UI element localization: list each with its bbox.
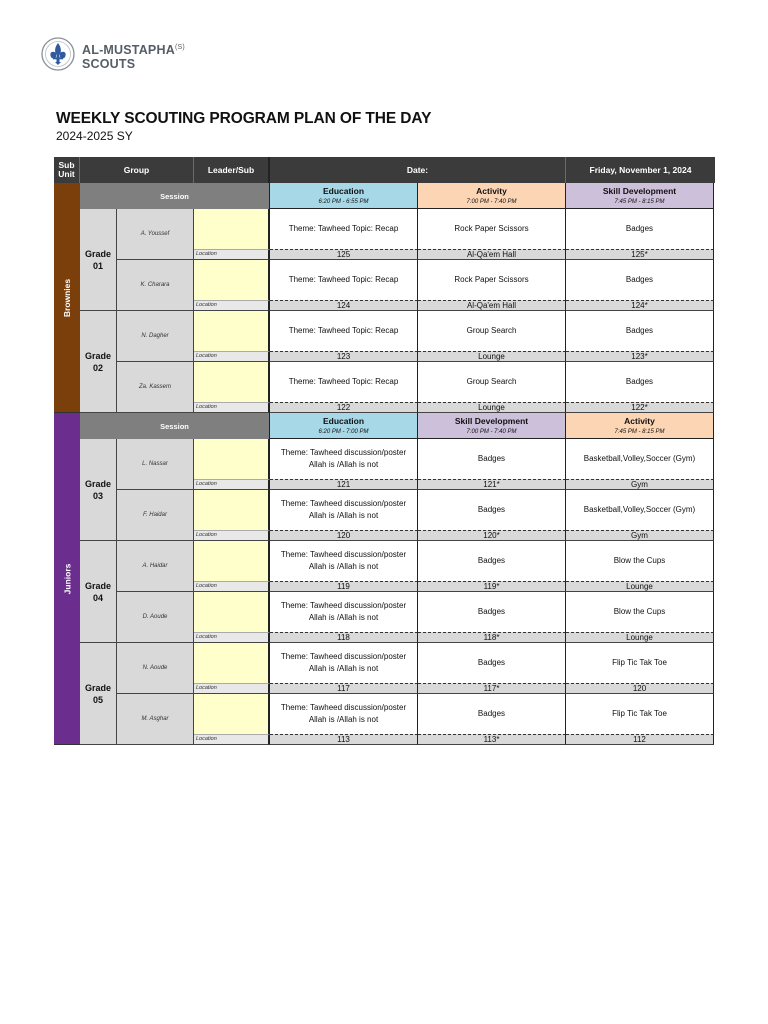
location-cell: 117* — [418, 683, 566, 694]
program-cell: Theme: Tawheed Topic: Recap — [270, 362, 418, 402]
program-cell: Badges — [566, 362, 714, 402]
session-name: Activity — [476, 186, 507, 196]
header-date-value: Friday, November 1, 2024 — [589, 164, 692, 175]
header-group: Group — [80, 157, 194, 183]
leader-name: L. Nassar — [117, 439, 194, 490]
program-cell: Group Search — [418, 311, 566, 351]
scout-fleur-de-lis-icon — [40, 36, 76, 72]
substitute-field[interactable] — [194, 260, 270, 300]
program-cell: Rock Paper Scissors — [418, 209, 566, 249]
program-cell: Badges — [418, 490, 566, 530]
location-cell: 125 — [270, 249, 418, 260]
logo-name-line1: AL-MUSTAPHA — [82, 43, 175, 57]
sub-unit-label: Brownies — [62, 278, 73, 317]
logo-name-superscript: (S) — [174, 44, 185, 51]
session-name: Skill Development — [454, 416, 529, 426]
program-cell: Badges — [566, 209, 714, 249]
location-cell: 118 — [270, 632, 418, 643]
program-cell: Theme: Tawheed discussion/poster Allah is /Allah is not — [270, 643, 418, 683]
program-cell: Badges — [566, 311, 714, 351]
organization-logo — [40, 36, 200, 76]
grade-label-box — [80, 643, 117, 745]
location-label: Location — [194, 683, 270, 694]
session-row — [80, 413, 715, 439]
location-cell: 119 — [270, 581, 418, 592]
substitute-field[interactable] — [194, 439, 270, 479]
location-cell: 125* — [566, 249, 714, 260]
substitute-field[interactable] — [194, 592, 270, 632]
location-label: Location — [194, 249, 270, 260]
program-cell: Blow the Cups — [566, 541, 714, 581]
location-cell: 120 — [566, 683, 714, 694]
program-cell: Badges — [418, 439, 566, 479]
grade-label: Grade 01 — [84, 248, 111, 271]
substitute-field[interactable] — [194, 643, 270, 683]
location-label: Location — [194, 351, 270, 362]
program-cell: Theme: Tawheed discussion/poster Allah is /Allah is not — [270, 694, 418, 734]
location-label: Location — [194, 581, 270, 592]
session-name: Education — [322, 416, 365, 426]
program-cell: Theme: Tawheed discussion/poster Allah is /Allah is not — [270, 490, 418, 530]
program-cell: Badges — [418, 592, 566, 632]
table-header-row — [54, 157, 715, 183]
session-time: 7:00 PM - 7:40 PM — [466, 429, 517, 435]
session-label: Session — [80, 413, 270, 439]
session-row — [80, 183, 715, 209]
program-cell: Badges — [418, 541, 566, 581]
program-cell: Theme: Tawheed Topic: Recap — [270, 260, 418, 300]
location-cell: Al-Qa'em Hall — [418, 300, 566, 311]
location-cell: Gym — [566, 530, 714, 541]
location-cell: Al-Qa'em Hall — [418, 249, 566, 260]
location-cell: 113 — [270, 734, 418, 745]
page-subtitle: 2024-2025 SY — [56, 129, 133, 143]
grade-label-box — [80, 209, 117, 311]
program-cell: Theme: Tawheed Topic: Recap — [270, 311, 418, 351]
grade-label-box — [80, 311, 117, 413]
program-cell: Theme: Tawheed discussion/poster Allah is /Allah is not — [270, 439, 418, 479]
location-cell: 122* — [566, 402, 714, 413]
sub-unit-brownies — [54, 183, 80, 413]
header-date-label: Date: — [270, 157, 566, 183]
grade-label: Grade 05 — [84, 682, 111, 705]
location-label: Location — [194, 734, 270, 745]
substitute-field[interactable] — [194, 311, 270, 351]
location-cell: Lounge — [566, 632, 714, 643]
location-cell: 112 — [566, 734, 714, 745]
substitute-field[interactable] — [194, 490, 270, 530]
program-cell: Blow the Cups — [566, 592, 714, 632]
substitute-field[interactable] — [194, 694, 270, 734]
page-title: WEEKLY SCOUTING PROGRAM PLAN OF THE DAY — [56, 110, 432, 127]
session-skill-development — [418, 413, 566, 439]
leader-name: Za. Kassem — [117, 362, 194, 413]
session-time: 7:00 PM - 7:40 PM — [466, 199, 517, 205]
program-cell: Theme: Tawheed discussion/poster Allah is /Allah is not — [270, 592, 418, 632]
substitute-field[interactable] — [194, 209, 270, 249]
program-cell: Basketball,Volley,Soccer (Gym) — [566, 439, 714, 479]
location-label: Location — [194, 479, 270, 490]
location-cell: Lounge — [566, 581, 714, 592]
location-label: Location — [194, 402, 270, 413]
location-cell: 117 — [270, 683, 418, 694]
logo-name-line2: SCOUTS — [82, 57, 136, 71]
session-name: Activity — [624, 416, 655, 426]
location-cell: 118* — [418, 632, 566, 643]
program-cell: Basketball,Volley,Soccer (Gym) — [566, 490, 714, 530]
session-label: Session — [80, 183, 270, 209]
leader-name: A. Haidar — [117, 541, 194, 592]
leader-name: M. Asghar — [117, 694, 194, 745]
location-cell: 120 — [270, 530, 418, 541]
location-cell: 113* — [418, 734, 566, 745]
grade-label-box — [80, 541, 117, 643]
session-time: 7:45 PM - 8:15 PM — [614, 429, 665, 435]
session-activity — [418, 183, 566, 209]
location-label: Location — [194, 530, 270, 541]
location-cell: 124 — [270, 300, 418, 311]
location-cell: 123 — [270, 351, 418, 362]
session-time: 7:45 PM - 8:15 PM — [614, 199, 665, 205]
header-leader-sub: Leader/Sub — [194, 157, 270, 183]
leader-name: F. Haidar — [117, 490, 194, 541]
program-cell: Badges — [566, 260, 714, 300]
session-education — [270, 413, 418, 439]
program-cell: Theme: Tawheed discussion/poster Allah is /Allah is not — [270, 541, 418, 581]
location-cell: 121 — [270, 479, 418, 490]
sub-unit-juniors — [54, 413, 80, 745]
leader-name: N. Aoude — [117, 643, 194, 694]
header-sub-unit: Sub Unit — [54, 157, 80, 183]
sub-unit-label: Juniors — [62, 563, 73, 594]
location-cell: 122 — [270, 402, 418, 413]
substitute-field[interactable] — [194, 541, 270, 581]
location-label: Location — [194, 632, 270, 643]
session-time: 6:20 PM - 6:55 PM — [318, 199, 369, 205]
grade-label: Grade 04 — [84, 580, 111, 603]
session-education — [270, 183, 418, 209]
session-time: 6:20 PM - 7:00 PM — [318, 429, 369, 435]
grade-label: Grade 02 — [84, 350, 111, 373]
leader-name: N. Dagher — [117, 311, 194, 362]
program-cell: Badges — [418, 643, 566, 683]
location-cell: Lounge — [418, 402, 566, 413]
grade-label-box — [80, 439, 117, 541]
program-cell: Theme: Tawheed Topic: Recap — [270, 209, 418, 249]
program-cell: Group Search — [418, 362, 566, 402]
substitute-field[interactable] — [194, 362, 270, 402]
program-cell: Badges — [418, 694, 566, 734]
session-activity — [566, 413, 714, 439]
leader-name: K. Charara — [117, 260, 194, 311]
location-cell: 124* — [566, 300, 714, 311]
session-skill-development — [566, 183, 714, 209]
leader-name: A. Youssef — [117, 209, 194, 260]
program-cell: Flip Tic Tak Toe — [566, 643, 714, 683]
program-cell: Flip Tic Tak Toe — [566, 694, 714, 734]
location-cell: 123* — [566, 351, 714, 362]
location-label: Location — [194, 300, 270, 311]
leader-name: D. Aoude — [117, 592, 194, 643]
grade-label: Grade 03 — [84, 478, 111, 501]
program-cell: Rock Paper Scissors — [418, 260, 566, 300]
location-cell: 121* — [418, 479, 566, 490]
session-name: Skill Development — [602, 186, 677, 196]
session-name: Education — [322, 186, 365, 196]
location-cell: Gym — [566, 479, 714, 490]
location-cell: 119* — [418, 581, 566, 592]
location-cell: 120* — [418, 530, 566, 541]
location-cell: Lounge — [418, 351, 566, 362]
